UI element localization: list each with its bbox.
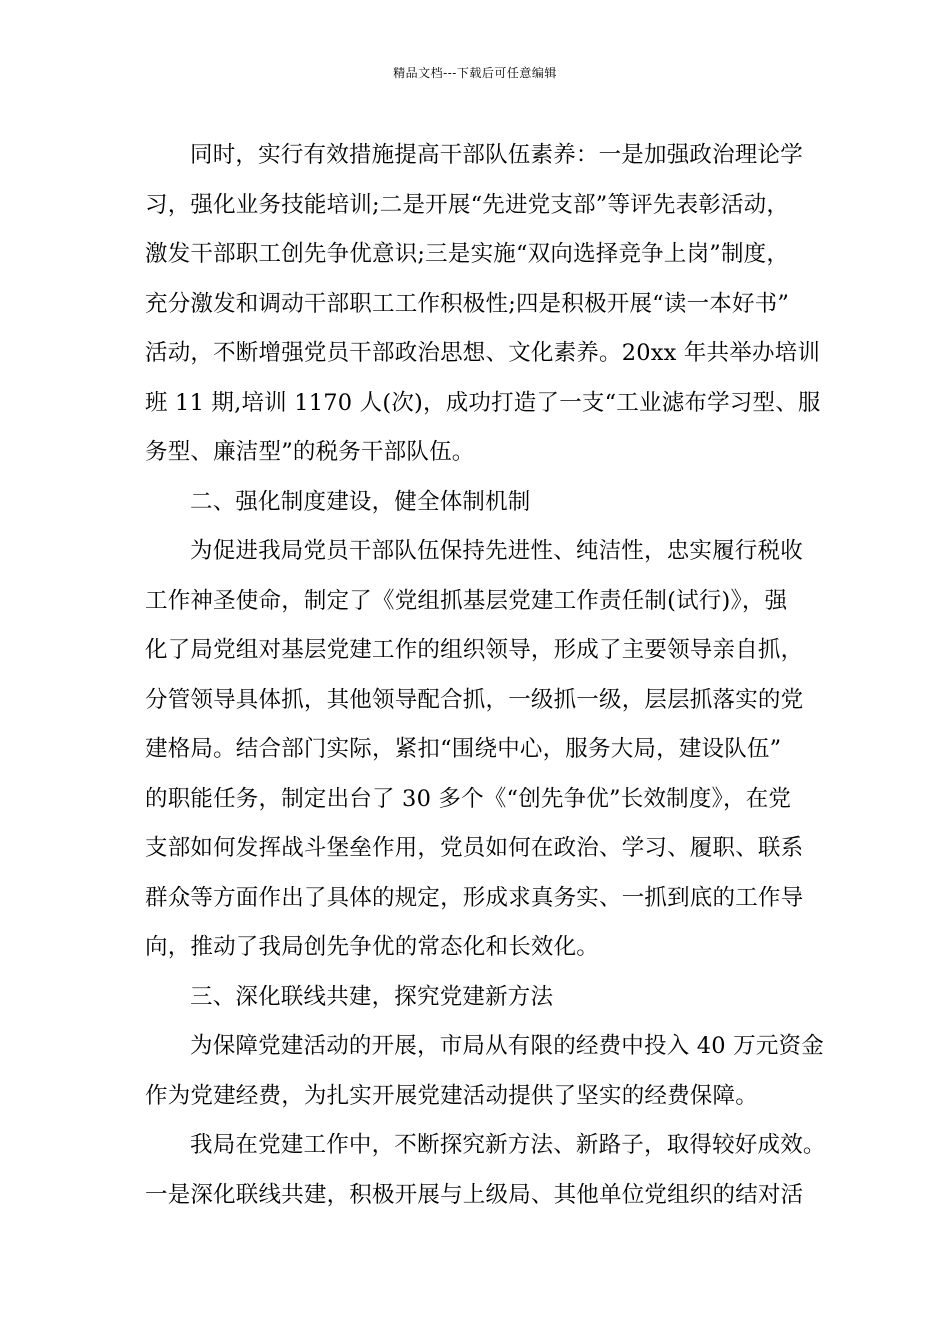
- text-line: 工作神圣使命，制定了《党组抓基层党建工作责任制(试行)》，强: [145, 587, 788, 614]
- text-line: 为保障党建活动的开展，市局从有限的经费中投入 40 万元资金: [190, 1033, 824, 1059]
- page-header: 精品文档---下载后可任意编辑: [393, 66, 557, 80]
- text-line: 的职能任务，制定出台了 30 多个《“创先争优”长效制度》，在党: [145, 785, 792, 812]
- text-line: 班 11 期,培训 1170 人(次)，成功打造了一支“工业滤布学习型、服: [145, 389, 821, 416]
- text-line: 作为党建经费，为扎实开展党建活动提供了坚实的经费保障。: [145, 1082, 758, 1109]
- text-line: 我局在党建工作中，不断探究新方法、新路子，取得较好成效。: [190, 1132, 826, 1158]
- text-line: 激发干部职工创先争优意识;三是实施“双向选择竞争上岗”制度，: [145, 241, 790, 267]
- text-line: 向，推动了我局创先争优的常态化和长效化。: [145, 934, 600, 960]
- text-line: 务型、廉洁型”的税务干部队伍。: [145, 439, 475, 465]
- text-line: 建格局。结合部门实际，紧扣“围绕中心，服务大局，建设队伍”: [145, 736, 782, 762]
- text-line: 支部如何发挥战斗堡垒作用，党员如何在政治、学习、履职、联系: [145, 835, 804, 861]
- text-line: 化了局党组对基层党建工作的组织领导，形成了主要领导亲自抓，: [145, 637, 804, 663]
- text-line: 活动，不断增强党员干部政治思想、文化素养。20xx 年共举办培训: [145, 340, 821, 366]
- text-line: 习，强化业务技能培训;二是开展“先进党支部”等评先表彰活动，: [145, 191, 790, 218]
- document-body: [145, 131, 825, 1220]
- section-heading: 三、深化联线共建，探究党建新方法: [190, 983, 554, 1010]
- text-line: 分管领导具体抓，其他领导配合抓，一级抓一级，层层抓落实的党: [145, 686, 804, 713]
- text-line: 同时，实行有效措施提高干部队伍素养：一是加强政治理论学: [190, 142, 803, 168]
- text-line: 充分激发和调动干部职工工作积极性;四是积极开展“读一本好书”: [145, 290, 790, 317]
- section-heading: 二、强化制度建设，健全体制机制: [190, 488, 531, 515]
- text-line: 一是深化联线共建，积极开展与上级局、其他单位党组织的结对活: [145, 1181, 804, 1208]
- text-line: 为促进我局党员干部队伍保持先进性、纯洁性，忠实履行税收: [190, 538, 803, 564]
- text-line: 群众等方面作出了具体的规定，形成求真务实、一抓到底的工作导: [145, 884, 804, 911]
